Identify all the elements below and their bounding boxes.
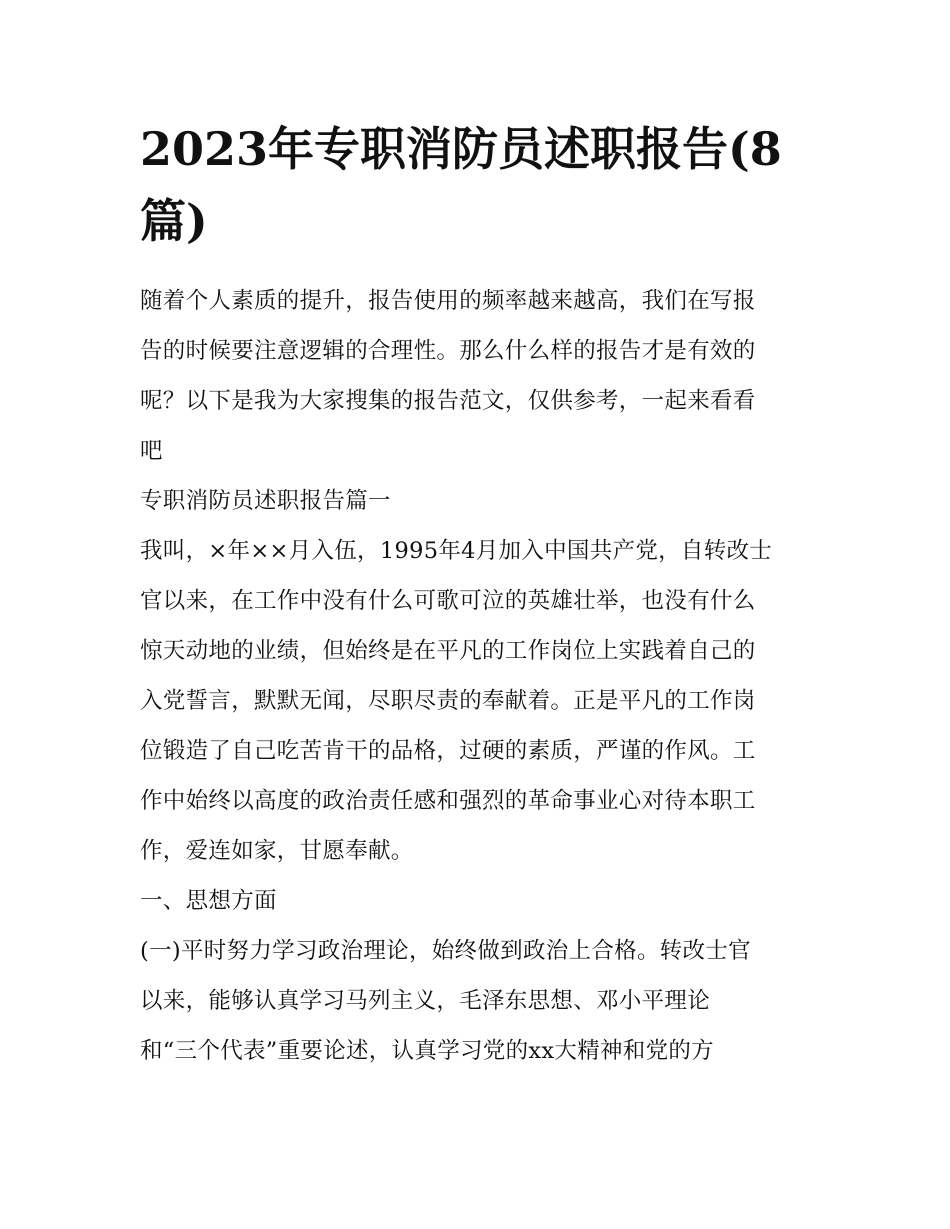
body-line-8: (一)平时努力学习政治理论，始终做到政治上合格。转改士官 <box>140 938 751 964</box>
body-line-5: 位锻造了自己吃苦肯干的品格，过硬的素质，严谨的作风。工 <box>140 738 756 764</box>
body-line-1: 我叫，×年××月入伍，1995年4月加入中国共产党，自转改士 <box>140 538 773 564</box>
document-body <box>140 276 820 1076</box>
body-line-6: 作中始终以高度的政治责任感和强烈的革命事业心对待本职工 <box>140 788 756 814</box>
title-line-2: 篇) <box>140 194 208 248</box>
body-line-7: 作，爱连如家，甘愿奉献。 <box>140 838 414 864</box>
intro-line-4: 吧 <box>140 438 163 464</box>
body-line-4: 入党誓言，默默无闻，尽职尽责的奉献着。正是平凡的工作岗 <box>140 688 756 714</box>
intro-line-2: 告的时候要注意逻辑的合理性。那么什么样的报告才是有效的 <box>140 338 756 364</box>
section-heading: 专职消防员述职报告篇一 <box>140 488 391 514</box>
title-line-1: 2023年专职消防员述职报告(8 <box>140 122 782 176</box>
body-line-2: 官以来，在工作中没有什么可歌可泣的英雄壮举，也没有什么 <box>140 588 756 614</box>
body-line-9: 以来，能够认真学习马列主义，毛泽东思想、邓小平理论 <box>140 988 711 1014</box>
document-title <box>140 118 820 252</box>
body-line-10: 和“三个代表”重要论述，认真学习党的xx大精神和党的方 <box>140 1038 714 1064</box>
intro-line-3: 呢？以下是我为大家搜集的报告范文，仅供参考，一起来看看 <box>140 388 756 414</box>
intro-line-1: 随着个人素质的提升，报告使用的频率越来越高，我们在写报 <box>140 288 756 314</box>
subsection-heading: 一、思想方面 <box>140 888 277 914</box>
body-line-3: 惊天动地的业绩，但始终是在平凡的工作岗位上实践着自己的 <box>140 638 756 664</box>
